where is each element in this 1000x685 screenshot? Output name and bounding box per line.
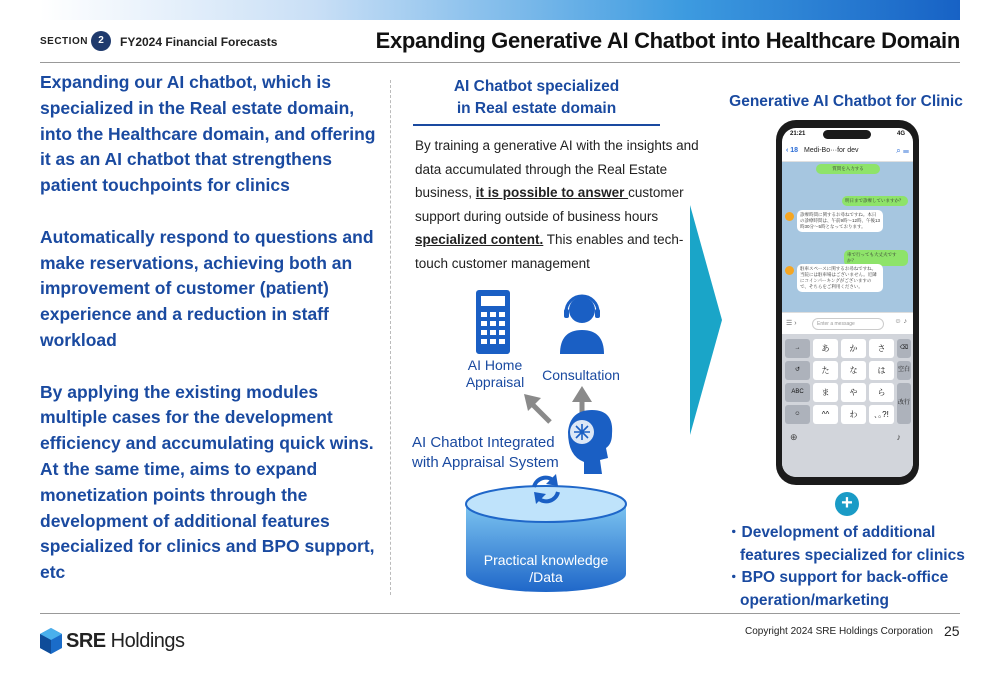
middle-heading-line-1: AI Chatbot specialized bbox=[453, 78, 620, 95]
footer-divider bbox=[40, 613, 960, 614]
middle-body-emphasis-2: specialized content. bbox=[415, 232, 544, 247]
chat-area bbox=[782, 162, 913, 312]
top-gradient-bar bbox=[40, 0, 960, 20]
user-message-2: 車で行っても大丈夫ですか？ bbox=[844, 250, 908, 266]
middle-body-part-3: This enables and tech-touch customer management bbox=[415, 232, 684, 271]
keyboard-key[interactable]: わ bbox=[841, 405, 866, 424]
keyboard-key[interactable]: や bbox=[841, 383, 866, 402]
keyboard-key[interactable]: あ bbox=[813, 339, 838, 358]
section-title: FY2024 Financial Forecasts bbox=[120, 35, 278, 49]
database-label-line-1: Practical knowledge bbox=[483, 552, 609, 568]
section-number-badge: 2 bbox=[91, 31, 111, 51]
appraisal-label-line-1: AI Home bbox=[467, 357, 523, 373]
bot-message-1: 診療時間に関するお尋ねですね。本日の診療時間は、午前9時〜12時、午後13時30分〜5時となっております。 bbox=[797, 210, 883, 232]
left-description bbox=[40, 70, 385, 586]
phone-mockup bbox=[776, 120, 919, 485]
middle-heading-line-2: in Real estate domain bbox=[456, 100, 617, 117]
feature-bullet-1: ・Development of additional features specialized for clinics bbox=[726, 524, 965, 564]
integrated-system-label bbox=[412, 433, 572, 473]
middle-heading-rule bbox=[413, 124, 660, 126]
calculator-icon bbox=[476, 290, 510, 354]
page-number: 25 bbox=[944, 623, 960, 639]
chatbot-system-diagram bbox=[410, 282, 660, 602]
chat-name: Medi-Bo···for dev bbox=[804, 147, 859, 154]
keyboard-key[interactable]: は bbox=[869, 361, 894, 380]
keyboard-key[interactable]: ^^ bbox=[813, 405, 838, 424]
right-heading: Generative AI Chatbot for Clinic bbox=[729, 93, 963, 110]
message-input-bar bbox=[782, 312, 913, 334]
chat-header bbox=[782, 142, 913, 162]
left-paragraph-3: By applying the existing modules multiple cases for the development efficiency and accumulating quick wins. At the same time, aims to expand monetization points through the development of additional features specialized for clinics and BPO support, etc bbox=[40, 381, 375, 583]
globe-icon[interactable]: ⊕ bbox=[790, 432, 798, 442]
feature-bullet-2: ・BPO support for back-office operation/marketing bbox=[726, 569, 949, 609]
section-label: SECTION bbox=[40, 36, 88, 47]
keyboard-enter-key[interactable]: 改行 bbox=[897, 383, 911, 424]
plus-icon: + bbox=[835, 492, 859, 516]
arrow-up-left-icon bbox=[524, 394, 550, 422]
emoji-mic-icon[interactable]: ☺ ♪ bbox=[894, 318, 907, 325]
keyboard-abc-key[interactable]: ABC bbox=[785, 383, 810, 402]
status-time: 21:21 bbox=[790, 131, 806, 137]
middle-body-emphasis-1: it is possible to answer bbox=[475, 185, 629, 200]
middle-body bbox=[415, 134, 700, 275]
quick-reply-button[interactable]: 質問を入力する bbox=[816, 164, 880, 174]
keyboard-key[interactable]: か bbox=[841, 339, 866, 358]
bot-message-2: 駐車スペースに関するお尋ねですね。当院には駐車場はございません。近隣にコインパーキングがございますので、そちらをご利用ください。 bbox=[797, 264, 883, 292]
keyboard-arrow-key[interactable]: → bbox=[785, 339, 810, 358]
menu-icon[interactable]: ☰ › bbox=[786, 320, 797, 327]
ai-brain-head-icon bbox=[568, 410, 612, 474]
keyboard-undo-key[interactable]: ↺ bbox=[785, 361, 810, 380]
company-logo bbox=[66, 630, 185, 653]
left-paragraph-1: Expanding our AI chatbot, which is specialized in the Real estate domain, into the Healthcare domain, and offering it as an AI chatbot that strengthens patient touchpoints for clinics bbox=[40, 72, 376, 196]
left-paragraph-2: Automatically respond to questions and make reservations, achieving both an improvement of customer (patient) experience and a reduction in staff workload bbox=[40, 226, 374, 350]
integrated-label-line-2: with Appraisal System bbox=[412, 454, 559, 471]
keyboard-delete-key[interactable]: ⌫ bbox=[897, 339, 911, 358]
middle-heading bbox=[413, 76, 660, 120]
middle-body-part-2: customer support during outside of business hours bbox=[415, 185, 684, 224]
keyboard-key[interactable]: た bbox=[813, 361, 838, 380]
back-count: 18 bbox=[790, 147, 799, 154]
chevron-right-icon bbox=[690, 205, 722, 435]
logo-mark-icon bbox=[40, 628, 62, 654]
copyright: Copyright 2024 SRE Holdings Corporation bbox=[745, 626, 933, 637]
status-bar bbox=[782, 128, 913, 142]
keyboard-key[interactable]: ら bbox=[869, 383, 894, 402]
support-agent-icon bbox=[560, 296, 604, 354]
additional-features-list bbox=[726, 522, 976, 612]
logo-rest-text: Holdings bbox=[105, 630, 185, 652]
keyboard-key[interactable]: ､｡?! bbox=[869, 405, 894, 424]
appraisal-label bbox=[460, 357, 530, 391]
chat-header-icons[interactable]: ⌕ ☰ bbox=[896, 146, 909, 155]
keyboard-emoji-key[interactable]: ☺ bbox=[785, 405, 810, 424]
back-button[interactable]: ‹ 18 bbox=[786, 147, 799, 154]
user-message-1: 明日まで診療していますか？ bbox=[842, 196, 908, 206]
title-divider bbox=[40, 62, 960, 63]
database-label-line-2: /Data bbox=[529, 569, 563, 585]
consultation-label: Consultation bbox=[542, 367, 620, 383]
page-title: Expanding Generative AI Chatbot into Healthcare Domain bbox=[375, 28, 960, 53]
microphone-icon[interactable]: ♪ bbox=[896, 432, 901, 442]
status-signal: 4G bbox=[896, 131, 905, 137]
bot-avatar-icon bbox=[785, 266, 794, 275]
bot-avatar-icon bbox=[785, 212, 794, 221]
appraisal-label-line-2: Appraisal bbox=[465, 374, 525, 390]
keyboard-key[interactable]: ま bbox=[813, 383, 838, 402]
message-input[interactable]: Enter a message bbox=[812, 318, 884, 330]
logo-bold-text: SRE bbox=[66, 630, 106, 652]
middle-body-part-1: By training a generative AI with the insights and data accumulated through the Real Estate business, bbox=[415, 138, 699, 200]
keyboard-key[interactable]: さ bbox=[869, 339, 894, 358]
keyboard bbox=[782, 334, 913, 477]
integrated-label-line-1: AI Chatbot Integrated bbox=[412, 434, 555, 451]
database-label bbox=[466, 552, 626, 586]
keyboard-space-key[interactable]: 空白 bbox=[897, 361, 911, 380]
phone-screen bbox=[782, 128, 913, 477]
column-divider bbox=[390, 80, 391, 595]
keyboard-key[interactable]: な bbox=[841, 361, 866, 380]
